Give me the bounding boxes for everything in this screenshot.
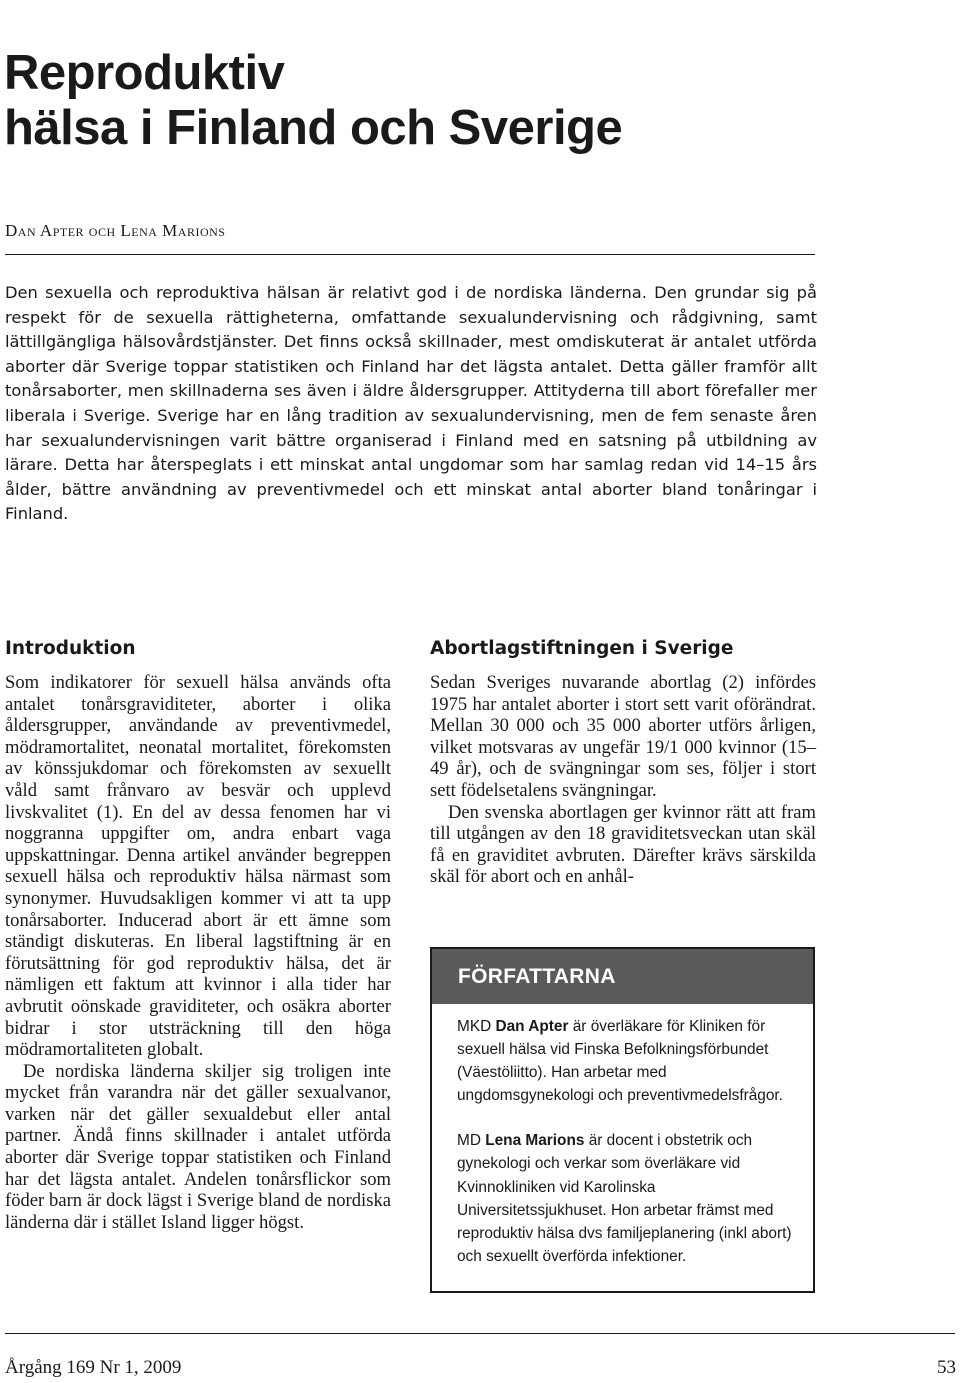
author-name: Lena Marions [485,1132,585,1150]
abstract [5,281,817,527]
journal-issue: Årgång 169 Nr 1, 2009 [5,1357,182,1378]
section-heading-abortlagstiftningen: Abortlagstiftningen i Sverige [430,638,734,659]
section-heading-introduktion: Introduktion [5,638,136,659]
author-byline: Dan Apter och Lena Marions [5,221,226,240]
abstract-text: Den sexuella och reproduktiva hälsan är relativt god i de nordiska länderna. Den grundar sig på respekt för de sexuella rättigheterna, omfattande sexualundervisning och rådgivning, samt lättillgängliga hälsovårdstjänster. Det finns också skillnader, mest omdiskuterat är antalet utförda aborter där Sverige toppar statistiken och Finland har det lägsta antalet. Detta gäller framför allt tonårsaborter, men skillnaderna ses även i äldre åldersgrupper. Attityderna till abort förefaller mer liberala i Sverige. Sverige har en lång tradition av sexualundervisning, men de fem senaste åren har sexualundervisningen varit bättre organiserad i Finland med en satsning på utbildning av lärare. Detta har återspeglats i ett minskat antal ungdomar som har samlag redan vid 14–15 års ålder, bättre användning av preventivmedel och ett minskat antal aborter bland tonåringar i Finland. [5,283,817,524]
author-name: Dan Apter [495,1018,569,1035]
footer-divider [5,1333,955,1334]
left-column [5,636,391,1233]
paragraph: Som indikatorer för sexuell hälsa används ofta antalet tonårsgraviditeter, aborter i olika åldersgrupper, användande av preventivmedel, mödramortalitet, neonatal mortalitet, förekomsten av könssjukdomar och förekomsten av sexuellt våld samt frånvaro av besvär och upplevd livskvalitet (1). En del av dessa fenomen har vi noggranna uppgifter om, andra enbart vaga uppskattningar. Denna artikel använder begreppen sexuell hälsa och reproduktiv hälsa närmast som synonymer. Huvudsakligen kommer vi att ta upp tonårsaborter. Inducerad abort är ett ämne som ständigt diskuteras. En liberal lagstiftning är en förutsättning för god reproduktiv hälsa, det är nämligen ett faktum att kvinnor i alla tider har avbrutit oönskade graviditeter, och osäkra aborter bidrar i stor utsträckning till den höga mödramortaliteten globalt. [5,672,391,1061]
author-title: MKD [457,1018,492,1035]
page-number: 53 [937,1357,956,1378]
header-divider [5,254,815,255]
authors-info-box [430,947,815,1293]
title-line-2: hälsa i Finland och Sverige [4,101,623,155]
right-column-body [430,672,816,888]
paragraph: De nordiska länderna skiljer sig troligen inte mycket från varandra när det gäller sexualvanor, varken när det gäller sexualdebut eller antal partner. Ändå finns skillnader i antalet utförda aborter där Sverige toppar statistiken och Finland har det lägsta antalet. Andelen tonårsflickor som föder barn är dock lägst i Sverige bland de nordiska länderna där i stället Island ligger högst. [5,1060,391,1233]
authors-box-header: FÖRFATTARNA [432,949,813,1004]
left-column-body [5,672,391,1233]
article-title [4,46,904,156]
author-bio-marions [457,1129,797,1268]
title-line-1: Reproduktiv [4,46,285,100]
authors-box-content [457,1015,797,1290]
author-title: MD [457,1132,481,1150]
paragraph: Sedan Sveriges nuvarande abortlag (2) infördes 1975 har antalet aborter i stort sett varit oförändrat. Mellan 30 000 och 35 000 aborter utförs årligen, vilket motsvaras av ungefär 19/1 000 kvinnor (15–49 år), och de svängningar som ses, följer i stort sett födelsetalens svängningar. [430,672,816,801]
right-column [430,636,816,888]
author-bio-apter [457,1015,797,1107]
author-bio-text: är överläkare för Kliniken för sexuell hälsa vid Finska Befolkningsförbundet (Väestöliitto). Han arbetar med ungdomsgynekologi och preventivmedelsfrågor. [457,1018,783,1105]
paragraph: Den svenska abortlagen ger kvinnor rätt att fram till utgången av den 18 graviditetsveckan utan skäl få en graviditet avbruten. Därefter krävs särskilda skäl för abort och en anhål- [430,801,816,888]
author-bio-text: är docent i obstetrik och gynekologi och verkar som överläkare vid Kvinnokliniken vid Karolinska Universitetssjukhuset. Hon arbetar främst med reproduktiv hälsa dvs familjeplanering (inkl abort) och sexuellt överförda infektioner. [457,1132,792,1265]
